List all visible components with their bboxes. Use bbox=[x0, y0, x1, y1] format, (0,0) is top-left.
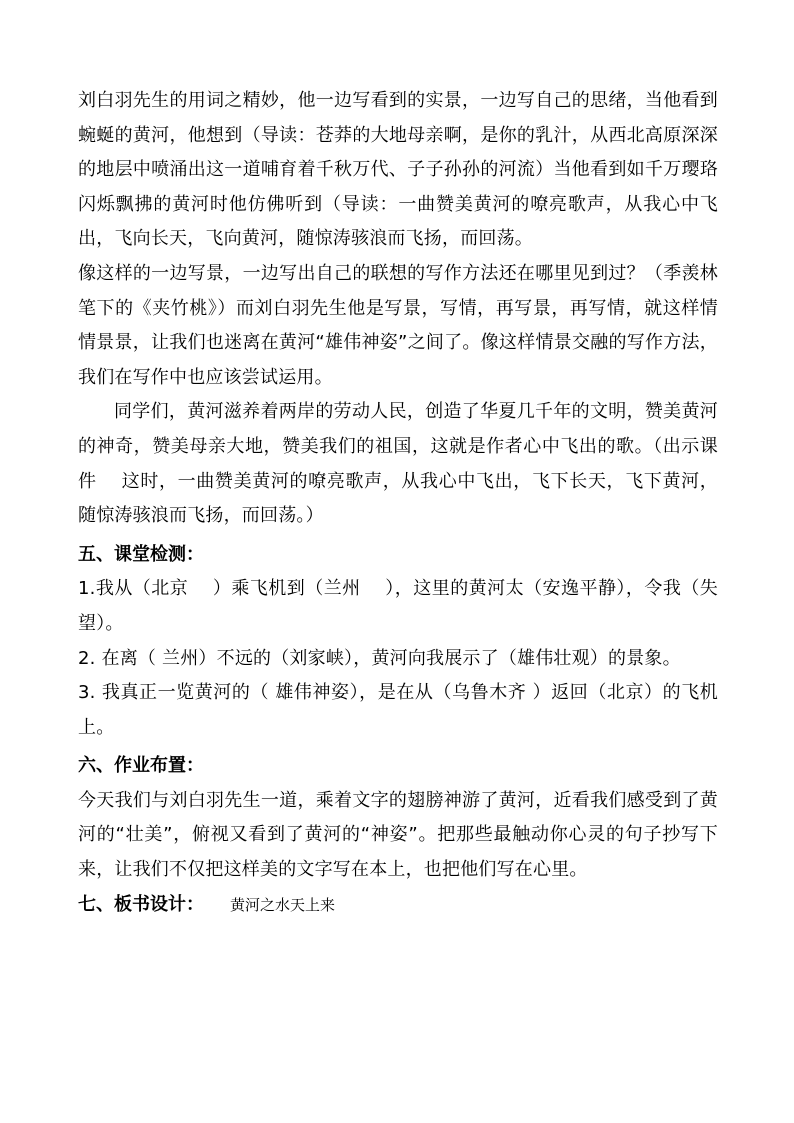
board-design-line bbox=[78, 888, 718, 923]
paragraph-author-diction: 刘白羽先生的用词之精妙，他一边写看到的实景，一边写自己的思绪，当他看到蜿蜒的黄河，他想到（导读：苍莽的大地母亲啊，是你的乳汁，从西北高原深深的地层中喷涌出这一道哺育着千秋万代、子子孙孙的河流）当他看到如千万璎珞闪烁飘拂的黄河时他仿佛听到（导读：一曲赞美黄河的嘹亮歌声，从我心中飞出，飞向长天，飞向黄河，随惊涛骇浪而飞扬，而回荡。 bbox=[78, 90, 718, 250]
board-design-title: 黄河之水天上来 bbox=[230, 895, 336, 914]
section-heading-board-design: 七、板书设计： bbox=[78, 893, 204, 915]
homework-text: 今天我们与刘白羽先生一道，乘着文字的翅膀神游了黄河，近看我们感受到了黄河的“壮美”，俯视又看到了黄河的“神姿”。把那些最触动你心灵的句子抄写下来，让我们不仅把这样美的文字写在本上，也把他们写在心里。 bbox=[78, 789, 718, 881]
paragraph-writing-method: 像这样的一边写景，一边写出自己的联想的写作方法还在哪里见到过？（季羡林笔下的《夹竹桃》）而刘白羽先生他是写景，写情，再写景，再写情，就这样情情景景，让我们也迷离在黄河“雄伟神姿”之间了。像这样情景交融的写作方法，我们在写作中也应该尝试运用。 bbox=[78, 262, 718, 388]
section-heading-class-test: 五、课堂检测： bbox=[78, 543, 204, 565]
test-item-1: 1.我从（北京 ）乘飞机到（兰州 ），这里的黄河太（安逸平静），令我（失望）。 bbox=[78, 578, 718, 634]
document-page bbox=[78, 84, 718, 922]
section-heading-homework: 六、作业布置： bbox=[78, 755, 204, 777]
paragraph-yellow-river-song: 同学们，黄河滋养着两岸的劳动人民，创造了华夏几千年的文明，赞美黄河的神奇，赞美母亲大地，赞美我们的祖国，这就是作者心中飞出的歌。（出示课件 这时，一曲赞美黄河的嘹亮歌声，从我心中飞出，飞下长天，飞下黄河，随惊涛骇浪而飞扬，而回荡。） bbox=[78, 401, 718, 527]
test-item-2: 2. 在离（ 兰州）不远的（刘家峡），黄河向我展示了（雄伟壮观）的景象。 bbox=[78, 647, 681, 669]
test-item-3: 3. 我真正一览黄河的（ 雄伟神姿），是在从（乌鲁木齐 ）返回（北京）的飞机上。 bbox=[78, 682, 718, 738]
